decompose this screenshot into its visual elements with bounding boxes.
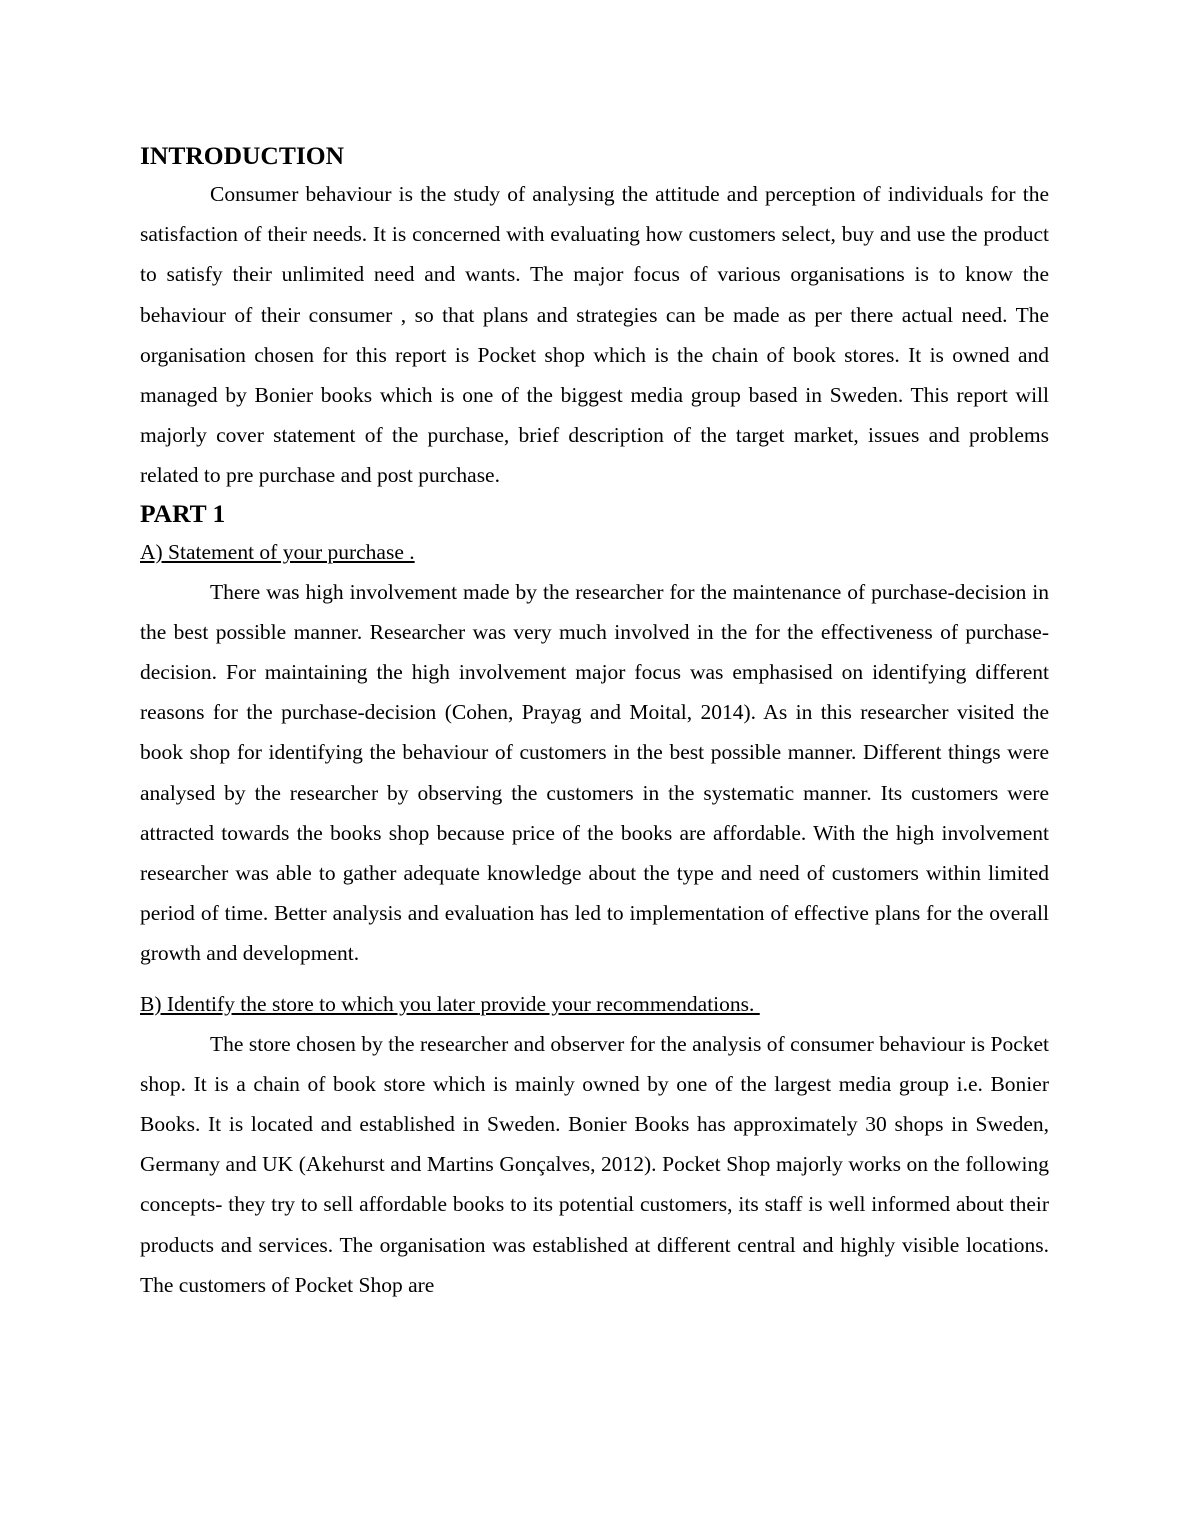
part-1-heading: PART 1 [140,498,226,528]
section-a-paragraph: There was high involvement made by the researcher for the maintenance of purchase-decision in the best possible manner. Researcher was very much involved in the for the effectiveness of purchase-decision. For maintaining the high involvement major focus was emphasised on identifying different reasons for the purchase-decision (Cohen, Prayag and Moital, 2014). As in this researcher visited the book shop for identifying the behaviour of customers in the best possible manner. Different things were analysed by the researcher by observing the customers in the systematic manner. Its customers were attracted towards the books shop because price of the books are affordable. With the high involvement researcher was able to gather adequate knowledge about the type and need of customers within limited period of time. Better analysis and evaluation has led to implementation of effective plans for the overall growth and development. [140,579,1049,966]
section-b-title: B) Identify the store to which you later provide your recommendations. [140,991,760,1016]
section-b-paragraph: The store chosen by the researcher and observer for the analysis of consumer behaviour is Pocket shop. It is a chain of book store which is mainly owned by one of the largest media group i.e. Bonier Books. It is located and established in Sweden. Bonier Books has approximately 30 shops in Sweden, Germany and UK (Akehurst and Martins Gonçalves, 2012). Pocket Shop majorly works on the following concepts- they try to sell affordable books to its potential customers, its staff is well informed about their products and services. The organisation was established at different central and highly visible locations. The customers of Pocket Shop are [140,1031,1049,1297]
introduction-paragraph: Consumer behaviour is the study of analysing the attitude and perception of individuals for the satisfaction of their needs. It is concerned with evaluating how customers select, buy and use the product to satisfy their unlimited need and wants. The major focus of various organisations is to know the behaviour of their consumer , so that plans and strategies can be made as per there actual need. The organisation chosen for this report is Pocket shop which is the chain of book stores. It is owned and managed by Bonier books which is one of the biggest media group based in Sweden. This report will majorly cover statement of the purchase, brief description of the target market, issues and problems related to pre purchase and post purchase. [140,182,1049,488]
introduction-heading: INTRODUCTION [140,141,345,170]
document-page [140,138,1049,1305]
section-a-title: A) Statement of your purchase . [140,539,415,564]
